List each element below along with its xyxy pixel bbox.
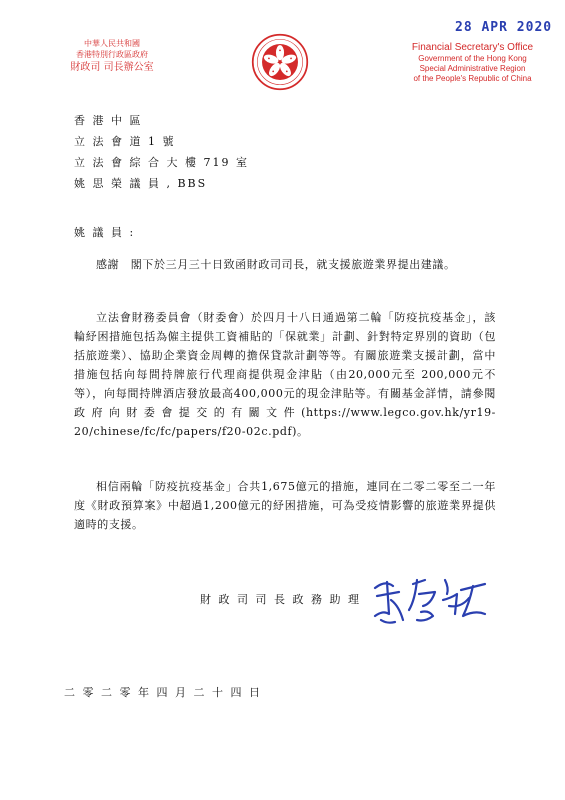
- letterhead-cn-line3: 財政司 司長辦公室: [70, 62, 154, 73]
- letterhead-chinese: [52, 38, 172, 75]
- recipient-address: [74, 110, 249, 194]
- salutation: 姚 議 員 :: [74, 226, 136, 239]
- address-line: 香 港 中 區: [74, 114, 143, 127]
- letterhead-en-line3: Special Administrative Region: [419, 64, 526, 73]
- letter-date: 二 零 二 零 年 四 月 二 十 四 日: [64, 686, 262, 699]
- hksar-emblem-icon: [251, 33, 309, 91]
- address-line: 立 法 會 道 1 號: [74, 135, 176, 148]
- letterhead-en-line1: Financial Secretary's Office: [411, 42, 534, 53]
- address-line: 立 法 會 綜 合 大 樓 719 室: [74, 156, 249, 169]
- letterhead-en-line2: Government of the Hong Kong: [418, 54, 527, 63]
- signer-title: 財 政 司 司 長 政 務 助 理: [200, 593, 361, 606]
- body-paragraph-3: 相信兩輪「防疫抗疫基金」合共1,675億元的措施，連同在二零二零至二一年度《財政預算案》中超過1,200億元的紓困措施，可為受疫情影響的旅遊業界提供適時的支援。: [74, 480, 496, 531]
- body-paragraph-2: 立法會財務委員會（財委會）於四月十八日通過第二輪「防疫抗疫基金」，該輪紓困措施包括為僱主提供工資補貼的「保就業」計劃、針對特定界別的資助（包括旅遊業）、協助企業資金周轉的擔保貸款計劃等等。有關旅遊業支援計劃，當中措施包括向每間持牌旅行代理商提供現金津貼（由20,000元至 200,000元不等），向每間持牌酒店發放最高400,000元的現金津貼等。有關基金詳情，請參閱政府向財委會提交的有關文件(https://www.legco.gov.hk/yr19-20/chinese/fc/fc/papers/f20-02c.pdf)。: [74, 311, 496, 438]
- letterhead-cn-line1: 中華人民共和國: [84, 39, 140, 48]
- received-date-stamp: 28 APR 2020: [455, 20, 553, 35]
- letterhead-english: [390, 41, 555, 84]
- body-paragraph-1: 感謝 閣下於三月三十日致函財政司司長，就支援旅遊業界提出建議。: [96, 258, 456, 271]
- letterhead-cn-line2: 香港特別行政區政府: [76, 50, 148, 59]
- address-line: 姚 思 榮 議 員 , BBS: [74, 177, 208, 190]
- letterhead-en-line4: of the People's Republic of China: [413, 74, 532, 83]
- signature-icon: [365, 570, 495, 630]
